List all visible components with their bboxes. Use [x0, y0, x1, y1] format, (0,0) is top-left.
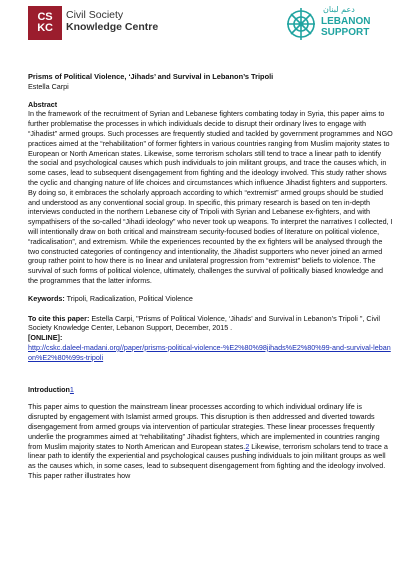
cskc-title-line1: Civil Society	[66, 9, 124, 21]
introduction-heading-text: Introduction	[28, 384, 70, 394]
keywords-label: Keywords:	[28, 293, 65, 303]
lebanon-support-line2: SUPPORT	[321, 27, 370, 38]
paper-author: Estella Carpi	[28, 81, 69, 91]
cskc-title-line2: Knowledge Centre	[66, 21, 159, 33]
paper-content	[28, 72, 393, 481]
introduction-text-b: Likewise, terrorism scholars tend to trace a linear path to identify the experiential and psychological causes pushing individuals to join militant groups as well as the causes which, in some cases, lead to subsequent disengagement from fighting and the ideology involved. This paper rather illustrates how	[28, 441, 388, 480]
lebanon-support-line1: LEBANON	[321, 16, 371, 27]
cskc-title	[66, 9, 158, 33]
citation	[28, 314, 393, 334]
keywords-text: Tripoli, Radicalization, Political Violence	[64, 293, 193, 303]
lebanon-support-emblem-icon	[283, 4, 319, 44]
page-header	[0, 0, 413, 72]
lebanon-support-arabic: دعم لبنان	[323, 5, 355, 14]
cskc-logo-mark	[28, 6, 62, 40]
cite-label: To cite this paper:	[28, 313, 90, 323]
abstract-heading: Abstract	[28, 99, 58, 109]
introduction-text-a: This paper aims to question the mainstream linear processes according to which individual ordinary life is disrupted by engagement with Islamist armed groups. This disruption is then addressed and diverted towards disengagement from armed groups via intervention of particular strategies. These linear processes frequently underlie the programmes aimed at “rehabilitating” Jihadist fighters, which are implemented in countries ranging from Muslim majority states to North American and European states.	[28, 402, 380, 451]
cskc-logo-letters-bottom: KC	[37, 22, 53, 34]
introduction-heading	[28, 385, 393, 395]
online-label: [ONLINE]:	[28, 333, 63, 343]
cskc-logo-letters-top: CS	[37, 11, 53, 23]
abstract-text: In the framework of the recruitment of Syrian and Lebanese fighters combating today in Syria, this paper aims to further problematise the processes in which individuals decide to disrupt their ordinary lives to engage with “Jihadist” armed groups. Such processes are frequently studied and tackled by government programmes and NGO practices aimed at the “rehabilitation” of former fighters in various countries ranging from Muslim majority states to European or North American states. Likewise, some terrorism scholars still tend to trace a linear path to identify the social and psychological causes which push individuals to join militant groups, and trace the causes which, in some cases, lead to subsequent disengagement from fighting and the ideology involved. This study rather shows the cyclic and changing nature of life choices and circumstances which influence Jihadist fighters and supporters. By doing so, it embraces the scholarly approach according to which “extremist” armed groups should be studied and understood as any conventional social group. In specific, this primary research is based on ten in-depth interviews conducted in the northern Lebanese city of Tripoli with Syrian and Lebanese ex-fighters, and with sympathisers of the so-called “Jihadi ideology” who never took up weapons. To interpret the narratives I collected, I will intentionally draw on both critical and mainstream security-focused bodies of literature on political violence, “radicalisation”, and extremism. While the experiences recounted by the ex fighters will be analysed through the two constructed categories of contingency and intentionality, the Jihadist supporters who never joined an armed group rather point to how there is no linear and unilateral progression from “extremist” beliefs to violence. The survival of such forms of political violence, ultimately, challenges the survival of politically biased knowledge and the programmes that the latter informs.	[28, 109, 393, 285]
footnote-ref-1[interactable]: 1	[69, 384, 74, 394]
lebanon-support-name	[321, 16, 370, 38]
lebanon-support-logo	[283, 2, 395, 48]
cskc-logo	[28, 6, 62, 40]
online-url-link[interactable]: http://cskc.daleel-madani.org//paper/prisms-political-violence-%E2%80%98jihads%E2%80%99-and-survival-lebanon%E2%80%99s-tripoli	[28, 342, 391, 362]
footnote-ref-2[interactable]: 2	[245, 441, 250, 451]
keywords-line	[28, 294, 393, 304]
introduction-text	[28, 402, 393, 480]
cite-text: Estella Carpi, "Prisms of Political Violence, ‘Jihads’ and Survival in Lebanon’s Tripoli ", Civil Society Knowledge Center, Lebanon Support, December, 2015 .	[28, 313, 380, 333]
paper-title: Prisms of Political Violence, ‘Jihads’ and Survival in Lebanon’s Tripoli	[28, 72, 274, 81]
